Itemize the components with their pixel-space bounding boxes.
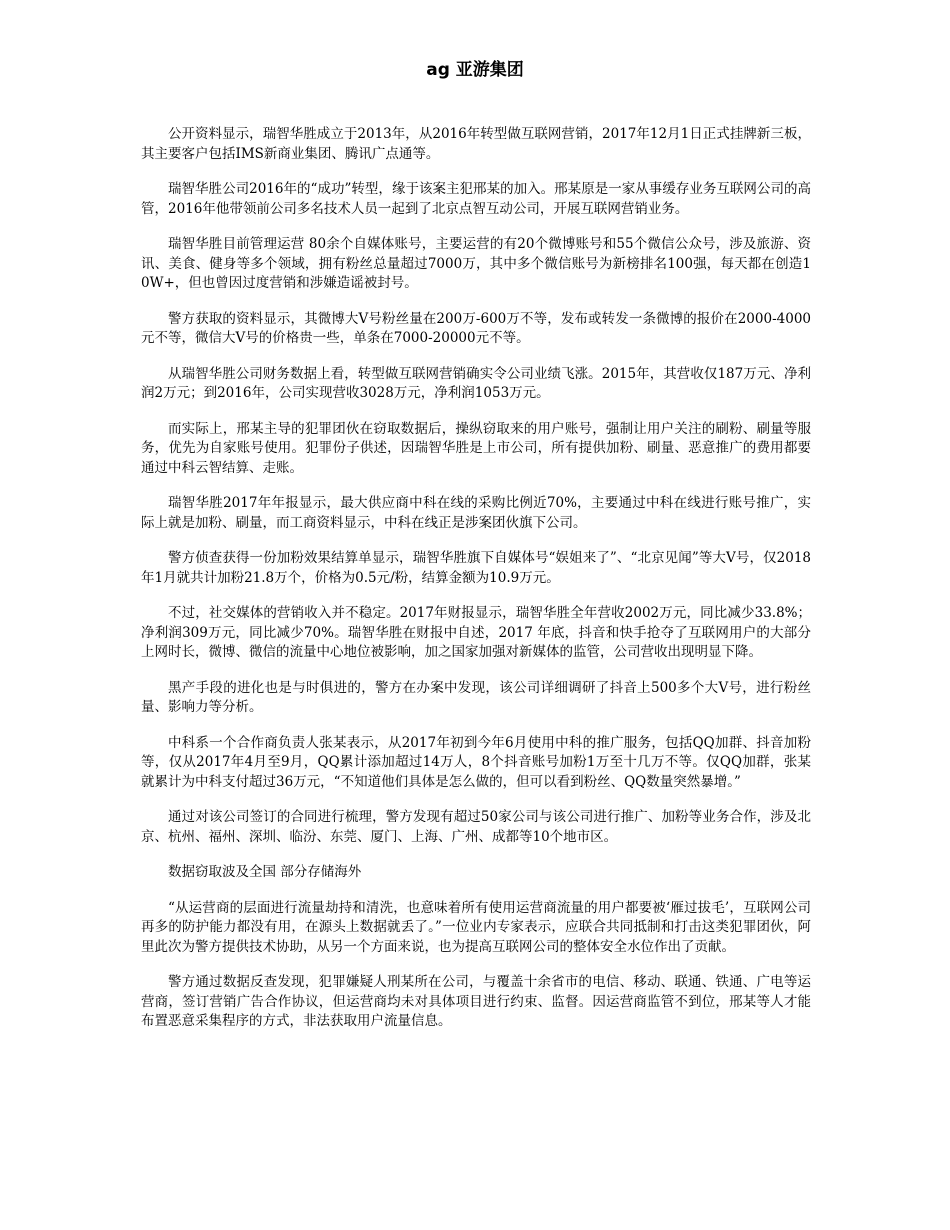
paragraph: 警方通过数据反查发现，犯罪嫌疑人刑某所在公司，与覆盖十余省市的电信、移动、联通、铁通、广电等运营商，签订营销广告合作协议，但运营商均未对具体项目进行约束、监督。因运营商监管不到位，邢某等人才能布置恶意采集程序的方式，非法获取用户流量信息。 <box>141 974 811 1029</box>
paragraph: 瑞智华胜公司2016年的“成功”转型，缘于该案主犯邢某的加入。邢某原是一家从事缓存业务互联网公司的高管，2016年他带领前公司多名技术人员一起到了北京点智互动公司，开展互联网营销业务。 <box>141 181 811 217</box>
paragraph: 通过对该公司签订的合同进行梳理，警方发现有超过50家公司与该公司进行推广、加粉等业务合作，涉及北京、杭州、福州、深圳、临汾、东莞、厦门、上海、广州、成都等10个地市区。 <box>141 809 811 845</box>
paragraph: 公开资料显示，瑞智华胜成立于2013年，从2016年转型做互联网营销，2017年12月1日正式挂牌新三板，其主要客户包括IMS新商业集团、腾讯广点通等。 <box>141 126 811 162</box>
paragraph: 黑产手段的进化也是与时俱进的，警方在办案中发现，该公司详细调研了抖音上500多个大V号，进行粉丝量、影响力等分析。 <box>141 679 811 715</box>
paragraph: 警方侦查获得一份加粉效果结算单显示，瑞智华胜旗下自媒体号“娱姐来了”、“北京见闻”等大V号，仅2018年1月就共计加粉21.8万个，价格为0.5元/粉，结算金额为10.9万元。 <box>141 550 811 586</box>
section-heading: 数据窃取波及全国 部分存储海外 <box>168 864 362 880</box>
paragraph: 警方获取的资料显示，其微博大V号粉丝量在200万-600万不等，发布或转发一条微博的报价在2000-4000元不等，微信大V号的价格贵一些，单条在7000-20000元不等。 <box>141 310 811 346</box>
paragraph: 瑞智华胜2017年年报显示，最大供应商中科在线的采购比例近70%，主要通过中科在线进行账号推广，实际上就是加粉、刷量，而工商资料显示，中科在线正是涉案团伙旗下公司。 <box>141 495 811 531</box>
paragraph: 从瑞智华胜公司财务数据上看，转型做互联网营销确实令公司业绩飞涨。2015年，其营收仅187万元、净利润2万元；到2016年，公司实现营收3028万元，净利润1053万元。 <box>141 365 811 401</box>
paragraph: 中科系一个合作商负责人张某表示，从2017年初到今年6月使用中科的推广服务，包括QQ加群、抖音加粉等，仅从2017年4月至9月，QQ累计添加超过14万人，8个抖音账号加粉1万至十几万不等。仅QQ加群，张某就累计为中科支付超过36万元，“不知道他们具体是怎么做的，但可以看到粉丝、QQ数量突然暴增。” <box>141 734 811 790</box>
paragraph: “从运营商的层面进行流量劫持和清洗，也意味着所有使用运营商流量的用户都要被‘雁过拔毛’，互联网公司再多的防护能力都没有用，在源头上数据就丢了。”一位业内专家表示，应联合共同抵制和打击这类犯罪团伙，阿里此次为警方提供技术协助，从另一个方面来说，也为提高互联网公司的整体安全水位作出了贡献。 <box>141 899 811 955</box>
paragraph: 瑞智华胜目前管理运营 80余个自媒体账号，主要运营的有20个微博账号和55个微信公众号，涉及旅游、资讯、美食、健身等多个领域，拥有粉丝总量超过7000万，其中多个微信账号为新榜排名100强，每天都在创造10W+，但也曾因过度营销和涉嫌造谣被封号。 <box>141 236 811 291</box>
document-title: ag 亚游集团 <box>426 60 524 80</box>
document-body <box>141 125 811 1048</box>
paragraph: 而实际上，邢某主导的犯罪团伙在窃取数据后，操纵窃取来的用户账号，强制让用户关注的刷粉、刷量等服务，优先为自家账号使用。犯罪份子供述，因瑞智华胜是上市公司，所有提供加粉、刷量、恶意推广的费用都要通过中科云智结算、走账。 <box>141 420 811 476</box>
paragraph: 不过，社交媒体的营销收入并不稳定。2017年财报显示，瑞智华胜全年营收2002万元，同比减少33.8%；净利润309万元，同比减少70%。瑞智华胜在财报中自述，2017 年底，抖音和快手抢夺了互联网用户的大部分上网时长，微博、微信的流量中心地位被影响，加之国家加强对新媒体的监管，公司营收出现明显下降。 <box>141 605 811 660</box>
